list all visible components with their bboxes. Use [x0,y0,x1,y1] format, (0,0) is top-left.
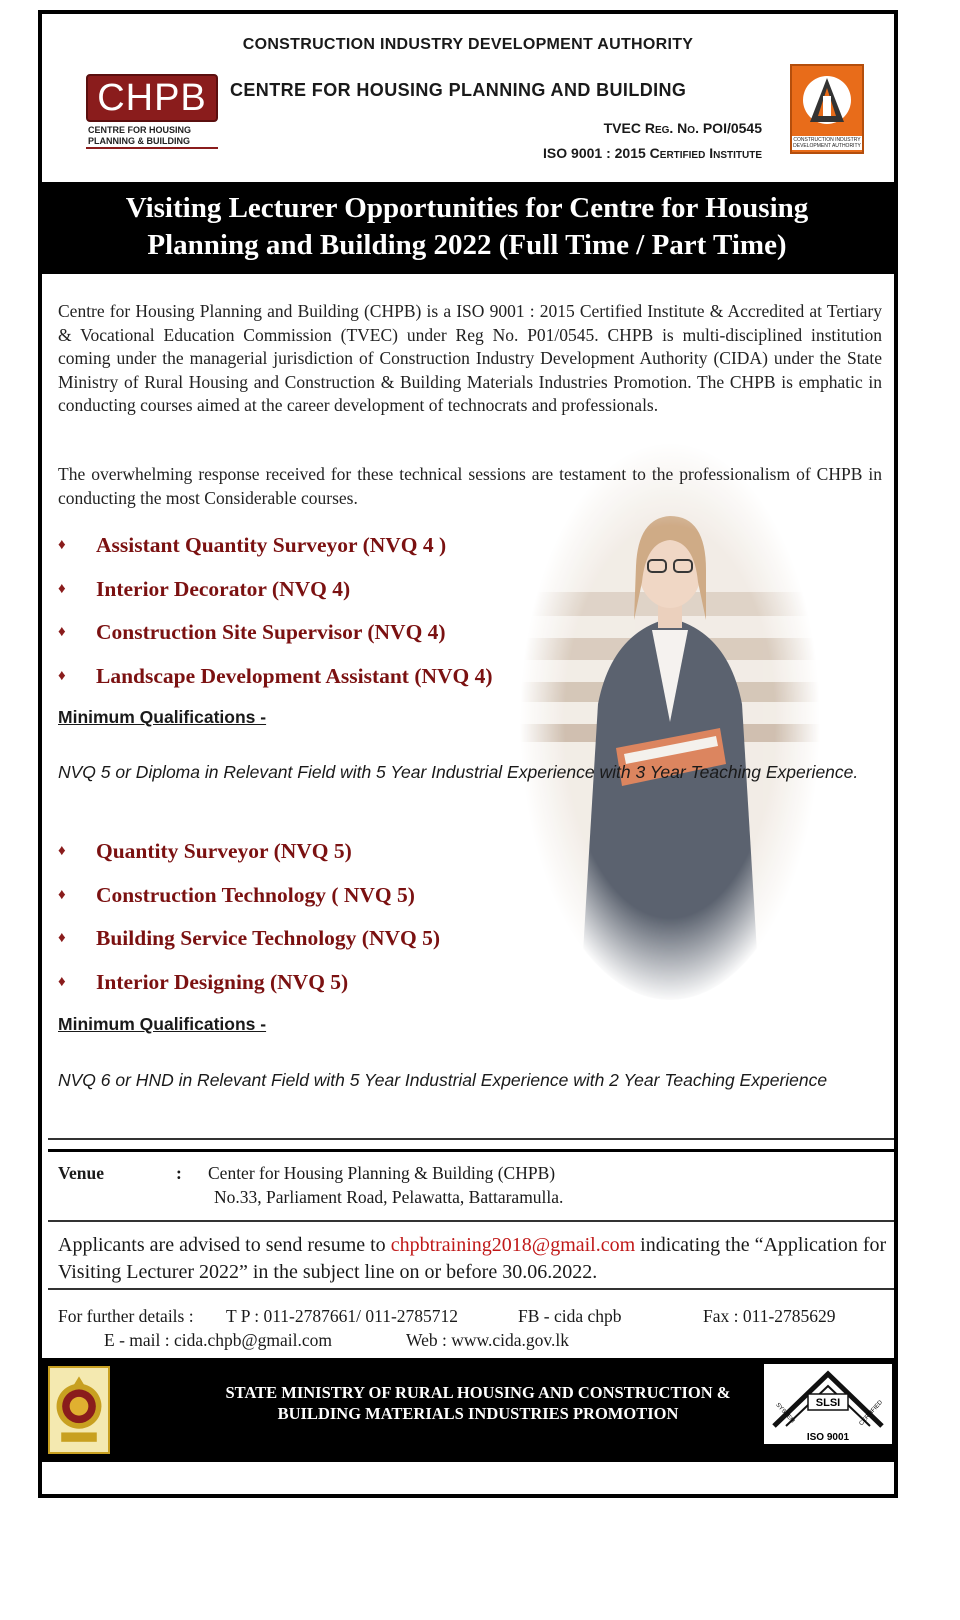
list-item [58,655,778,699]
iso-certification: ISO 9001 : 2015 Certified Institute [543,145,762,161]
diamond-bullet-icon: ♦ [58,843,66,860]
diamond-bullet-icon: ♦ [58,667,66,684]
chpb-logo-mark: CHPB [86,74,218,122]
tvec-registration: TVEC Reg. No. POI/0545 [603,120,762,136]
apply-text-before: Applicants are advised to send resume to [58,1234,391,1256]
course-title: Quantity Surveyor (NVQ 5) [96,839,352,864]
diamond-bullet-icon: ♦ [58,580,66,597]
application-instructions [58,1232,888,1286]
slsi-iso-certification-icon [764,1364,892,1444]
course-list-nvq5 [58,830,778,1004]
course-list-nvq4 [58,524,778,698]
sri-lanka-emblem-icon [48,1366,110,1454]
ministry-footer [38,1358,898,1462]
diamond-bullet-icon: ♦ [58,973,66,990]
ministry-line-2: BUILDING MATERIALS INDUSTRIES PROMOTION [277,1404,679,1423]
title-banner [38,182,896,274]
list-item [58,874,778,918]
ministry-name [158,1382,798,1424]
divider [48,1138,894,1140]
cida-logo-icon [792,66,862,136]
diamond-bullet-icon: ♦ [58,930,66,947]
title-line-1: Visiting Lecturer Opportunities for Centre for Housing [125,192,809,224]
cida-logo [790,64,864,154]
title-line-2: Planning and Building 2022 (Full Time / Part Time) [147,229,787,261]
divider [48,1288,894,1290]
qualification-text: NVQ 6 or HND in Relevant Field with 5 Year Industrial Experience with 2 Year Teaching Experience [58,1070,828,1090]
facebook-link[interactable]: FB - cida chpb [518,1306,622,1326]
min-qualifications-heading: Minimum Qualifications - [58,1014,267,1034]
course-title: Construction Technology ( NVQ 5) [96,882,415,907]
organization-name: CONSTRUCTION INDUSTRY DEVELOPMENT AUTHORITY [242,36,694,53]
slsi-logo-text: SLSI [815,1397,841,1409]
course-title: Interior Designing (NVQ 5) [96,969,349,994]
min-qualifications-heading: Minimum Qualifications - [58,707,267,727]
application-email-link[interactable]: chpbtraining2018@gmail.com [390,1234,636,1256]
ministry-line-1: STATE MINISTRY OF RURAL HOUSING AND CONSTRUCTION & [225,1383,731,1402]
venue-line-2: No.33, Parliament Road, Pelawatta, Battaramulla. [214,1187,564,1207]
course-title: Interior Decorator (NVQ 4) [96,576,351,601]
slsi-certified-text: CERTIFIED [858,1399,885,1428]
chpb-logo [86,74,218,149]
list-item [58,524,778,568]
divider [48,1220,894,1222]
cida-logo-caption: CONSTRUCTION INDUSTRY DEVELOPMENT AUTHORITY [793,137,861,149]
list-item [58,611,778,655]
list-item [58,568,778,612]
course-title: Building Service Technology (NVQ 5) [96,926,441,951]
course-title: Assistant Quantity Surveyor (NVQ 4 ) [96,533,447,558]
response-paragraph: The overwhelming response received for these technical sessions are testament to the professionalism of CHPB in conducting the most Considerable courses. [58,464,882,508]
diamond-bullet-icon: ♦ [58,624,66,641]
contact-email-link[interactable]: E - mail : cida.chpb@gmail.com [104,1330,332,1350]
venue-line-1: Center for Housing Planning & Building (CHPB) [208,1163,556,1183]
slsi-iso-text: ISO 9001 [806,1432,850,1443]
website-link[interactable]: Web : www.cida.gov.lk [406,1330,570,1350]
job-poster [38,10,898,1498]
intro-paragraph: Centre for Housing Planning and Building (CHPB) is a ISO 9001 : 2015 Certified Institute & Accredited at Tertiary & Vocational Education Commission (TVEC) under Reg No. P01/0545. CHPB is multi-disciplined institution coming under the managerial jurisdiction of Construction Industry Development Authority (CIDA) under the State Ministry of Rural Housing and Construction & Building Materials Industries Promotion. The CHPB is emphatic in conducting courses aimed at the career development of technocrats and professionals. [58,301,882,415]
list-item [58,961,778,1005]
list-item [58,917,778,961]
divider [48,1149,894,1152]
venue-label: Venue [58,1163,105,1183]
slsi-system-text: SYSTEM [774,1402,796,1425]
chpb-logo-subtitle: CENTRE FOR HOUSING PLANNING & BUILDING [86,125,218,149]
qualification-text: NVQ 5 or Diploma in Relevant Field with 5 Year Industrial Experience with 3 Year Teaching Experience. [58,762,859,782]
venue-colon: : [176,1163,182,1183]
diamond-bullet-icon: ♦ [58,537,66,554]
fax-number: Fax : 011-2785629 [703,1306,836,1326]
diamond-bullet-icon: ♦ [58,886,66,903]
course-title: Construction Site Supervisor (NVQ 4) [96,620,446,645]
centre-name: CENTRE FOR HOUSING PLANNING AND BUILDING [230,80,687,100]
course-title: Landscape Development Assistant (NVQ 4) [96,663,493,688]
phone-numbers: T P : 011-2787661/ 011-2785712 [226,1306,459,1326]
apply-text-after: indicating the “Application for Visiting Lecturer 2022” in the subject line on or before 30.06.2022. [58,1234,887,1283]
details-label: For further details : [58,1306,194,1326]
list-item [58,830,778,874]
